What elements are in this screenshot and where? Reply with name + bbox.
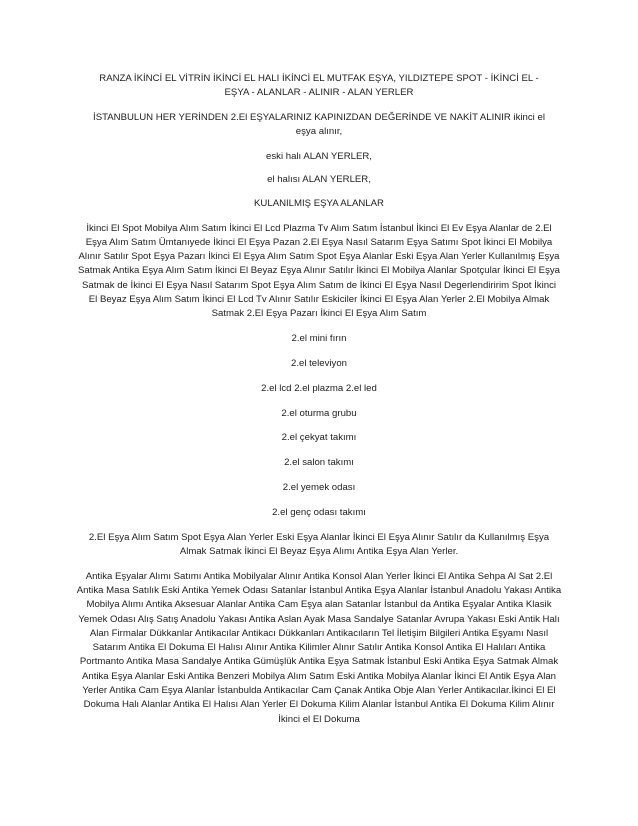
list-item: 2.el çekyat takımı	[281, 432, 357, 444]
keywords-paragraph: İkinci El Spot Mobilya Alım Satım İkinci El Lcd Plazma Tv Alım Satım İstanbul İkinci El Ev Eşya Alanlar de 2.El Eşya Alım Satım Ümtanıyede İkinci El Eşya Pazan 2.El Eşya Nasıl Satarım Eşya Satımı Spot İkinci El Mobilya Alınır Satılır Spot Eşya Pazarı İkinci El Eşya Alım Satım Spot Eşya Alanlar Eski Eşya Alan Yerler Kullanılmış Eşya Satmak Antika Eşya Alım Satım İkinci El Beyaz Eşya Alınır Satılır İkinci El Mobilya Alanlar Spotçular İkinci El Eşya Satmak de İkinci El Eşya Nasıl Satarım Spot Eşya Alım Satım de İkinci El Eşya Nasıl Degerlendiririm Spot İkinci El Beyaz Eşya Alım Satım İkinci El Lcd Tv Alınır Satılır Eskiciler İkinci El Eşya Alan Yerler 2.El Mobilya Almak Satmak 2.El Eşya Pazarı İkinci El Eşya Alım Satım	[78, 222, 561, 320]
secondary-paragraph: 2.El Eşya Alım Satım Spot Eşya Alan Yerler Eski Eşya Alanlar İkinci El Eşya Alınır Satılır da Kullanılmış Eşya Almak Satmak İkinci El Beyaz Eşya Alımı Antika Eşya Alan Yerler.	[88, 531, 550, 557]
list-item: 2.el oturma grubu	[281, 407, 357, 419]
antika-paragraph: Antika Eşyalar Alımı Satımı Antika Mobilyalar Alınır Antika Konsol Alan Yerler İkinci El Antika Sehpa Al Sat 2.El Antika Masa Satılık Eski Antika Yemek Odası Satanlar İstanbul Antika Eşya Alanlar İstanbul Anadolu Yakası Antika Mobilya Alımı Antika Aksesuar Alanlar Antika Cam Eşya alan Satanlar İstanbul da Antika Eşyalar Antika Klasik Yemek Odası Alış Satış Anadolu Yakası Antika Aslan Ayak Masa Sandalye Satanlar Avrupa Yakası Eski Antik Halı Alan Firmalar Dükkanlar Antikacılar Antikacı Dükkanları Antikacıların Tel İletişim Bilgileri Antika Eşyamı Nasıl Satarım Antika El Dokuma El Halısı Alınır Antika Kilimler Alınır Satılır Antika Konsol Antika El Halıları Antika Portmanto Antika Masa Sandalye Antika Gümüşlük Antika Eşya Satmak İstanbul Eski Antika Eşya Satmak Almak Antika Eşya Alanlar Eski Antika Benzeri Mobilya Alım Satım Eski Antika Mobilya Alanlar İkinci El Antik Eşya Alan Yerler Antika Cam Eşya Alanlar İstanbulda Antikacılar Cam Çanak Antika Obje Alan Yerler Antikacılar.İkinci El El Dokuma Halı Alanlar Antika El Halısı Alan Yerler El Dokuma Kilim Alanlar İstanbul Antika El Dokuma Kilim Alınır İkinci el El Dokuma	[76, 570, 562, 725]
list-item: 2.el televiyon	[291, 357, 347, 369]
list-item: 2.el lcd 2.el plazma 2.el led	[261, 382, 377, 394]
document-header: RANZA İKİNCİ EL VİTRİN İKİNCİ EL HALI İKİNCİ EL MUTFAK EŞYA, YILDIZTEPE SPOT - İKİNCİ EL - EŞYA - ALANLAR - ALINIR - ALAN YERLER	[99, 73, 539, 99]
line-el-halisi: el halısı ALAN YERLER,	[267, 174, 371, 186]
intro-paragraph: İSTANBULUN HER YERİNDEN 2.El EŞYALARINIZ KAPINIZDAN DEĞERİNDE VE NAKİT ALINIR ikinci el eşya alınır,	[93, 112, 545, 138]
line-eski-hali: eski halı ALAN YERLER,	[266, 151, 372, 163]
list-item: 2.el genç odası takımı	[272, 506, 366, 518]
list-item: 2.el mini fırın	[291, 333, 347, 345]
line-kullanilmis-esya: KULANILMIŞ EŞYA ALANLAR	[254, 197, 384, 209]
list-item: 2.el yemek odası	[282, 481, 356, 493]
item-list	[88, 332, 550, 520]
list-item: 2.el salon takımı	[284, 457, 354, 469]
